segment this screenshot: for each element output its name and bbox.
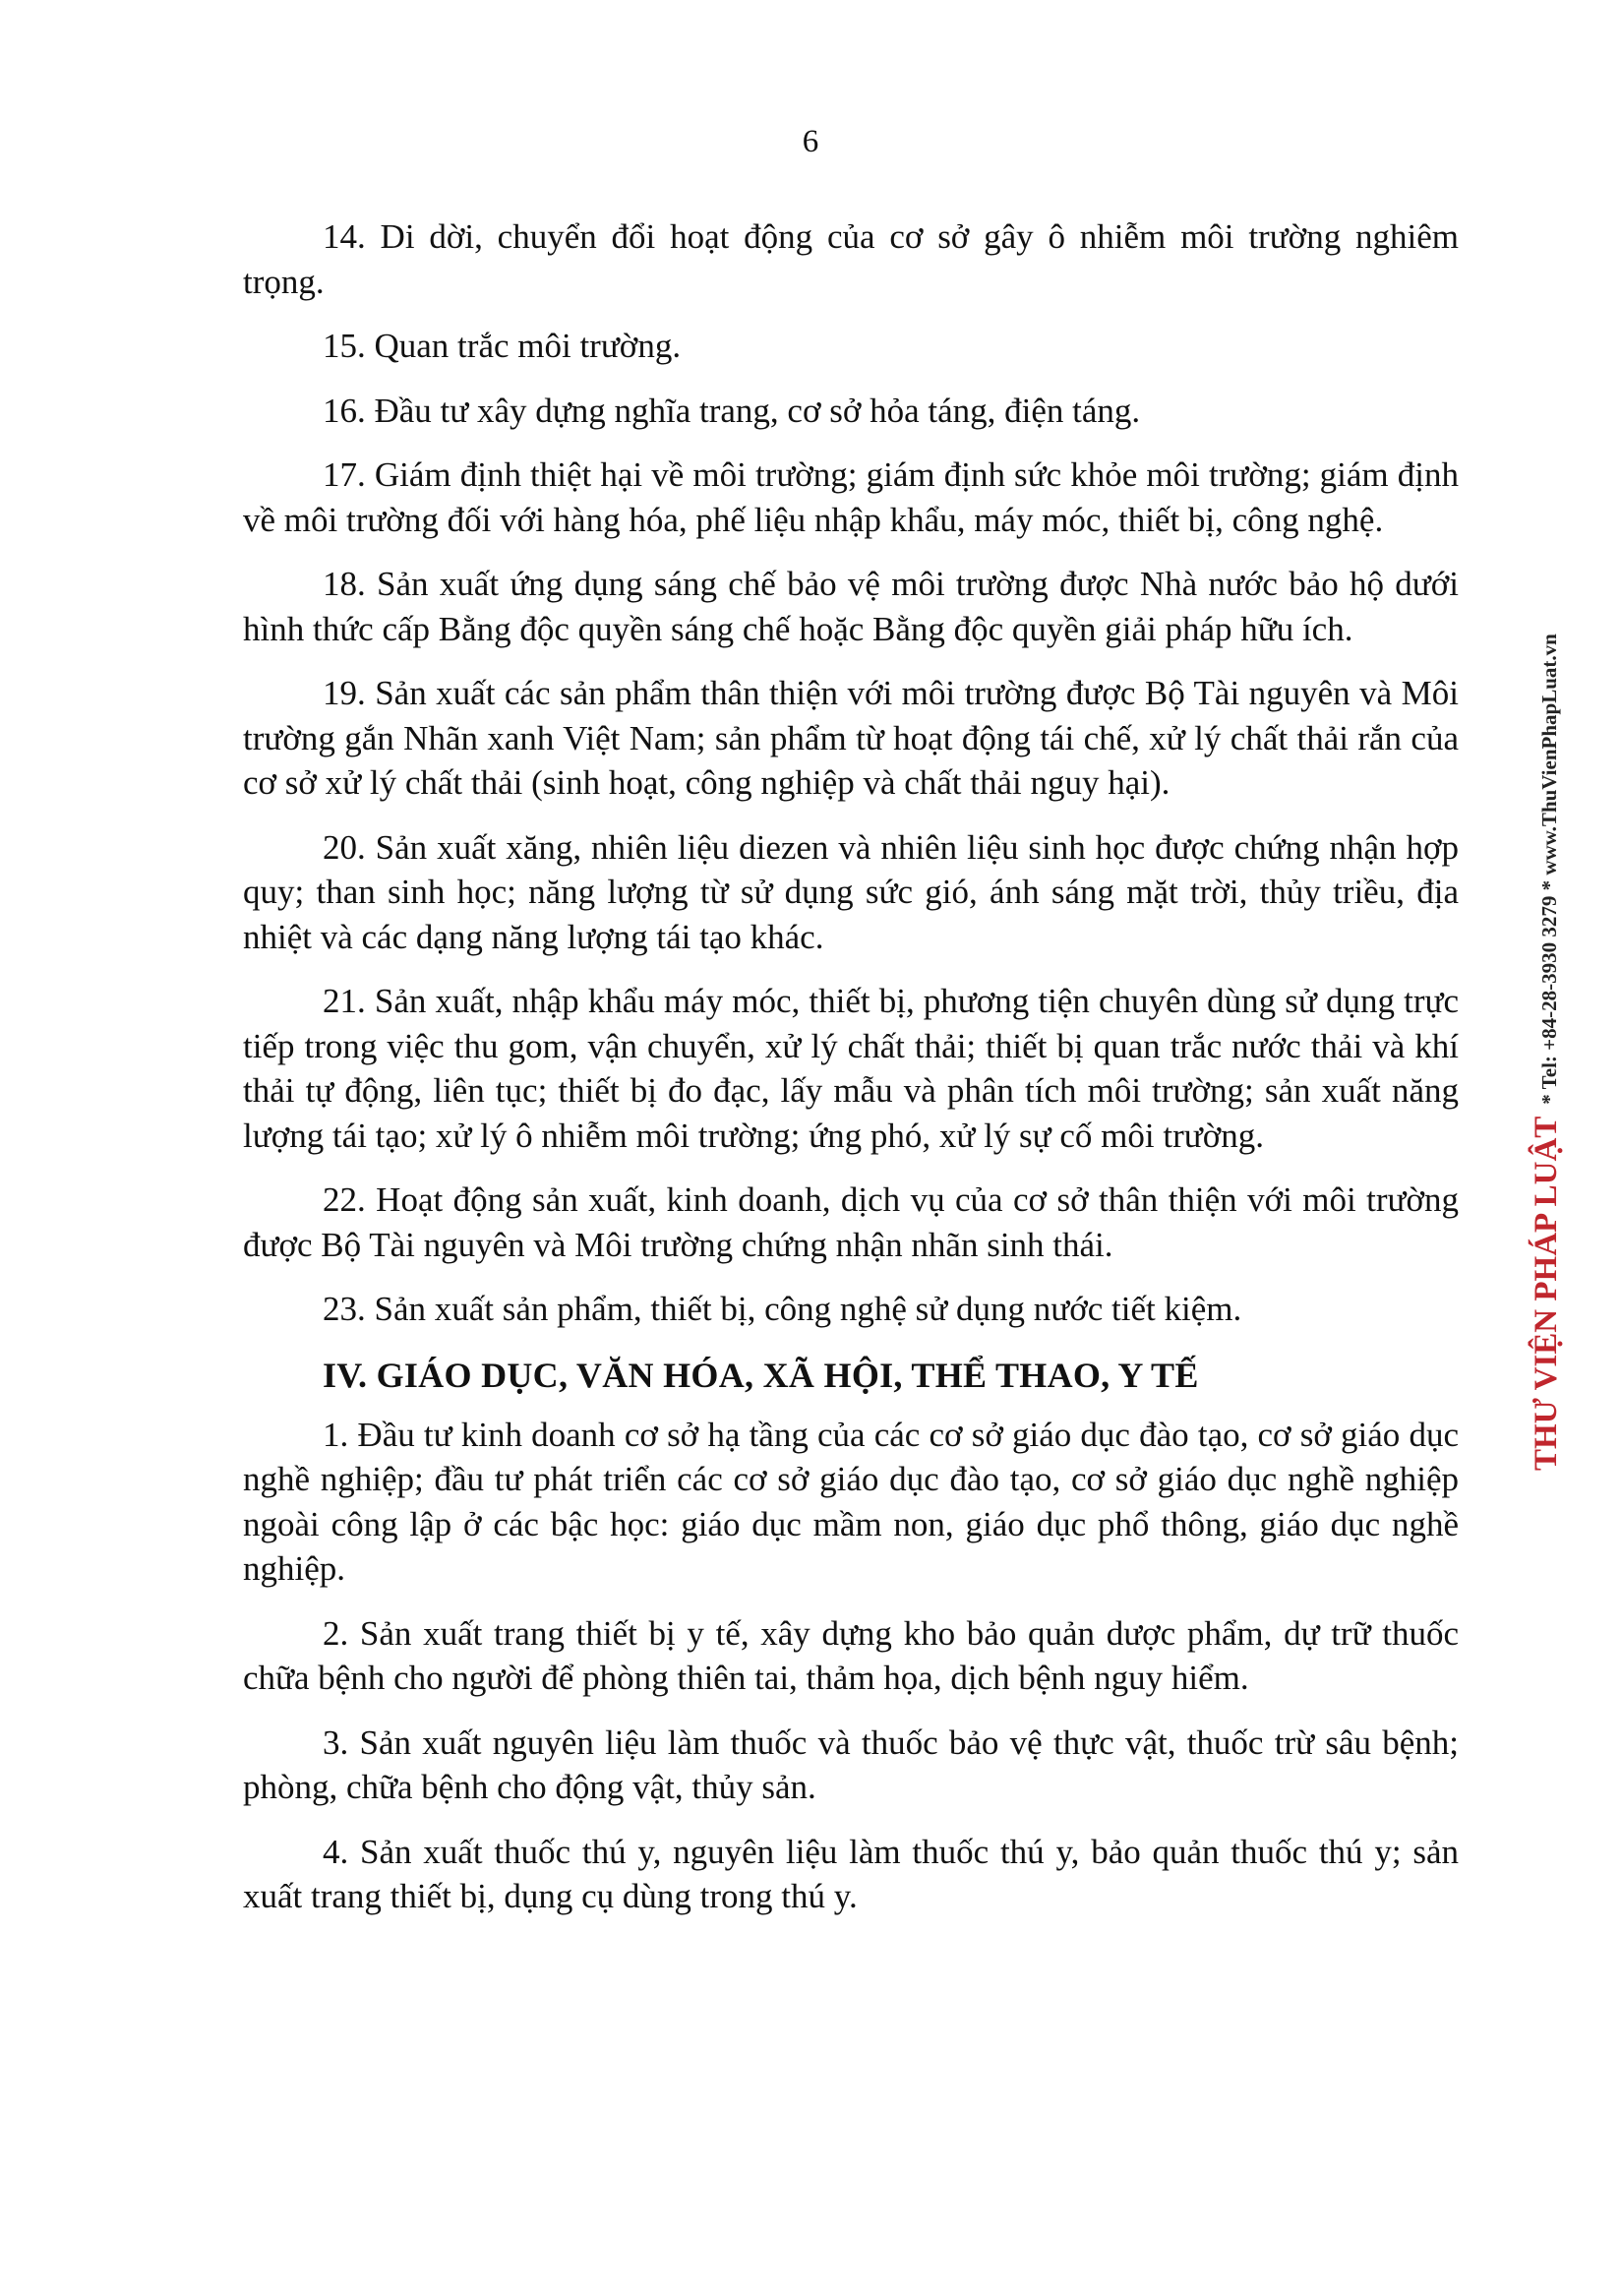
side-watermark: [1505, 521, 1584, 1476]
watermark-brand: THƯ VIỆN PHÁP LUẬT: [1529, 1116, 1564, 1471]
section-heading: IV. GIÁO DỤC, VĂN HÓA, XÃ HỘI, THỂ THAO, Y TẾ: [323, 1355, 1199, 1395]
paragraph-section-iv-3: 3. Sản xuất nguyên liệu làm thuốc và thuốc bảo vệ thực vật, thuốc trừ sâu bệnh; phòng, chữa bệnh cho động vật, thủy sản.: [243, 1722, 1459, 1806]
paragraph-item-14: 14. Di dời, chuyển đổi hoạt động của cơ sở gây ô nhiễm môi trường nghiêm trọng.: [243, 217, 1459, 301]
watermark-contact: * Tel: +84-28-3930 3279 * www.ThuVienPhapLuat.vn: [1537, 634, 1561, 1105]
document-body: [243, 214, 1459, 1939]
paragraph-item-18: 18. Sản xuất ứng dụng sáng chế bảo vệ môi trường được Nhà nước bảo hộ dưới hình thức cấp Bằng độc quyền sáng chế hoặc Bằng độc quyền giải pháp hữu ích.: [243, 565, 1459, 648]
paragraph-item-16: 16. Đầu tư xây dựng nghĩa trang, cơ sở hỏa táng, điện táng.: [323, 391, 1141, 430]
paragraph-section-iv-2: 2. Sản xuất trang thiết bị y tế, xây dựng kho bảo quản dược phẩm, dự trữ thuốc chữa bệnh cho người để phòng thiên tai, thảm họa, dịch bệnh nguy hiểm.: [243, 1613, 1459, 1697]
paragraph-section-iv-1: 1. Đầu tư kinh doanh cơ sở hạ tầng của các cơ sở giáo dục đào tạo, cơ sở giáo dục nghề nghiệp; đầu tư phát triển các cơ sở giáo dục đào tạo, cơ sở giáo dục nghề nghiệp ngoài công lập ở các bậc học: giáo dục mầm non, giáo dục phổ thông, giáo dục nghề nghiệp.: [243, 1415, 1459, 1588]
paragraph-item-17: 17. Giám định thiệt hại về môi trường; giám định sức khỏe môi trường; giám định về môi trường đối với hàng hóa, phế liệu nhập khẩu, máy móc, thiết bị, công nghệ.: [243, 455, 1459, 539]
watermark-text: [1527, 634, 1564, 1471]
paragraph-item-19: 19. Sản xuất các sản phẩm thân thiện với môi trường được Bộ Tài nguyên và Môi trường gắn Nhãn xanh Việt Nam; sản phẩm từ hoạt động tái chế, xử lý chất thải rắn của cơ sở xử lý chất thải (sinh hoạt, công nghiệp và chất thải nguy hại).: [243, 674, 1459, 802]
page-number: 6: [802, 124, 819, 159]
paragraph-section-iv-4: 4. Sản xuất thuốc thú y, nguyên liệu làm thuốc thú y, bảo quản thuốc thú y; sản xuất trang thiết bị, dụng cụ dùng trong thú y.: [243, 1832, 1459, 1915]
paragraph-item-23: 23. Sản xuất sản phẩm, thiết bị, công nghệ sử dụng nước tiết kiệm.: [323, 1290, 1242, 1328]
paragraph-item-22: 22. Hoạt động sản xuất, kinh doanh, dịch vụ của cơ sở thân thiện với môi trường được Bộ Tài nguyên và Môi trường chứng nhận nhãn sinh thái.: [243, 1180, 1459, 1264]
paragraph-item-15: 15. Quan trắc môi trường.: [323, 327, 682, 365]
paragraph-item-20: 20. Sản xuất xăng, nhiên liệu diezen và nhiên liệu sinh học được chứng nhận hợp quy; than sinh học; năng lượng từ sử dụng sức gió, ánh sáng mặt trời, thủy triều, địa nhiệt và các dạng năng lượng tái tạo khác.: [243, 827, 1459, 956]
watermark-svg: [1505, 521, 1584, 1476]
paragraph-item-21: 21. Sản xuất, nhập khẩu máy móc, thiết bị, phương tiện chuyên dùng sử dụng trực tiếp trong việc thu gom, vận chuyển, xử lý chất thải; thiết bị quan trắc nước thải và khí thải tự động, liên tục; thiết bị đo đạc, lấy mẫu và phân tích môi trường; sản xuất năng lượng tái tạo; xử lý ô nhiễm môi trường; ứng phó, xử lý sự cố môi trường.: [243, 982, 1459, 1155]
